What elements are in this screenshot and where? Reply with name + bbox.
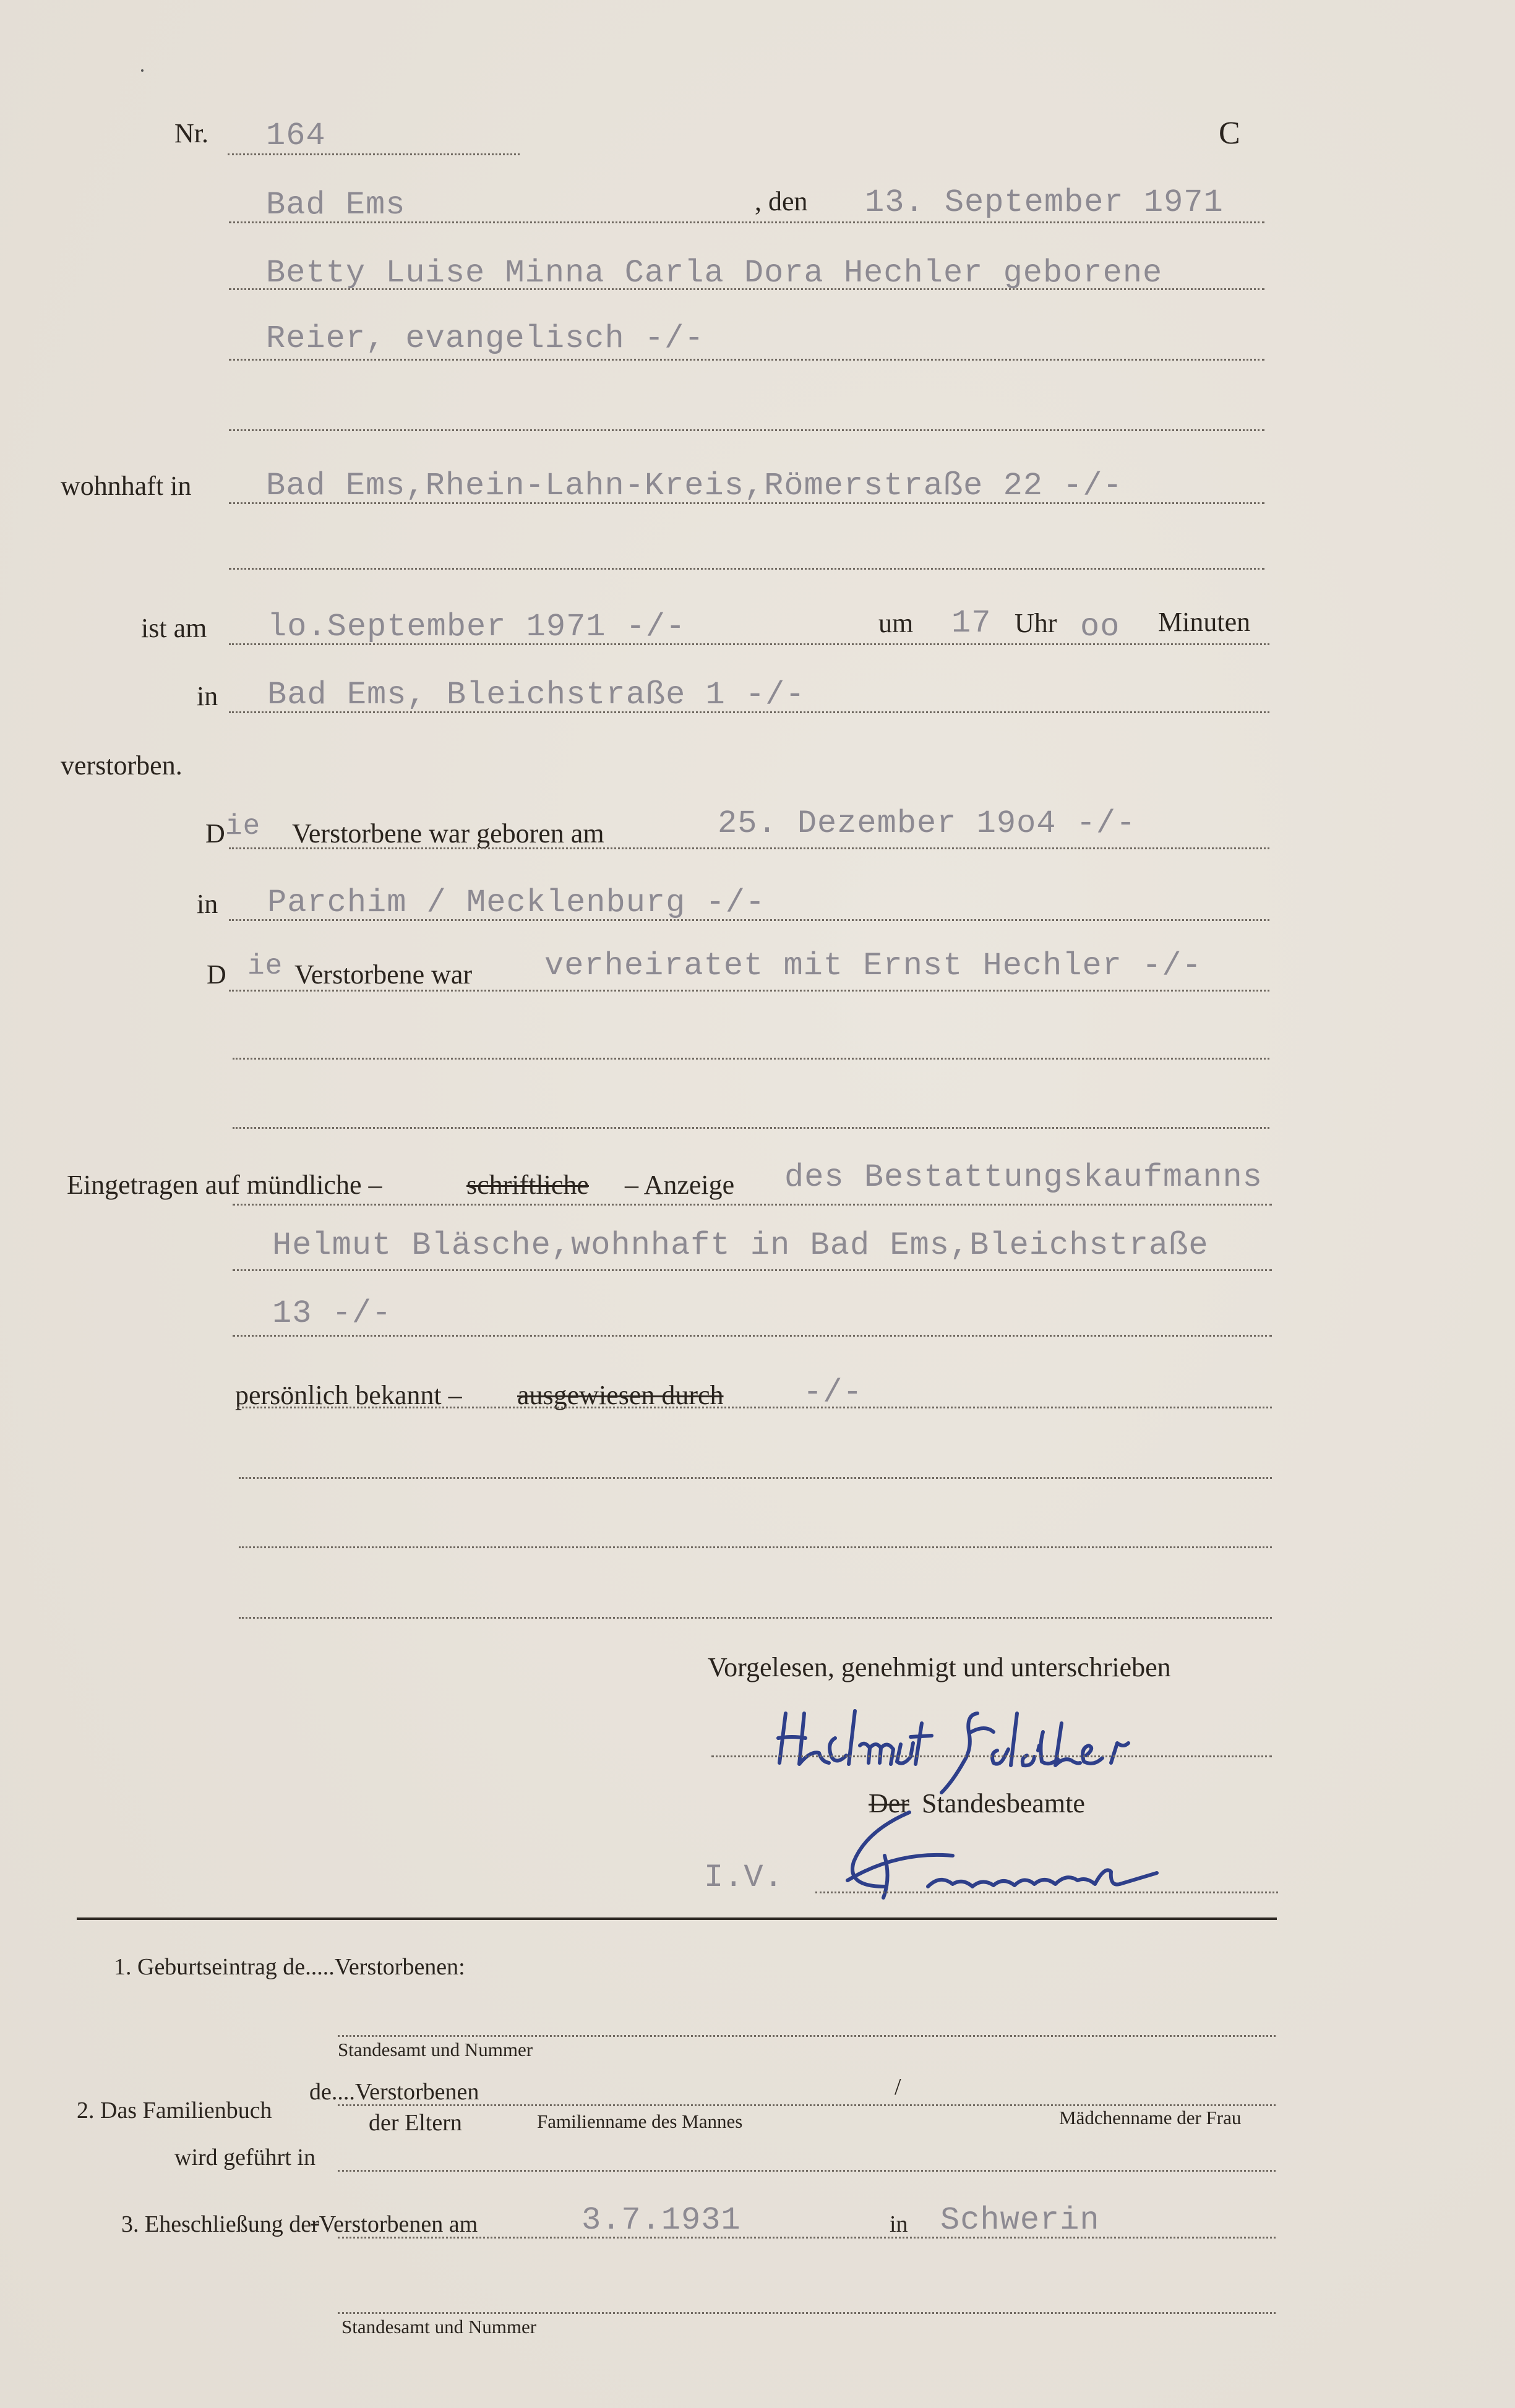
death-place-value: Bad Ems, Bleichstraße 1 -/- (267, 677, 805, 713)
birth-date-value: 25. Dezember 19o4 -/- (718, 805, 1136, 842)
blank-underline-6 (239, 1546, 1272, 1548)
verstorben-label: verstorben. (61, 750, 182, 781)
schriftliche-struck: schriftliche (466, 1170, 589, 1200)
item2-verstorbenen: Verstorbenen (354, 2079, 479, 2105)
informant-line-1: des Bestattungskaufmanns (784, 1159, 1263, 1196)
standesamt-nummer-1: Standesamt und Nummer (338, 2039, 533, 2060)
wohnhaft-label: wohnhaft in (61, 471, 192, 501)
item2-de-text: de (309, 2079, 332, 2105)
item1-suffix: Verstorbenen: (334, 1954, 465, 1980)
blank-underline-2 (229, 568, 1264, 570)
informant-line-2: Helmut Bläsche,wohnhaft in Bad Ems,Bleichstraße (272, 1227, 1209, 1264)
ist-am-label: ist am (141, 613, 207, 643)
informant-underline-2 (233, 1269, 1272, 1271)
registrar-signature (810, 1794, 1206, 1917)
item3-label (121, 2211, 478, 2238)
um-label: um (878, 608, 914, 638)
blank-underline-1 (229, 429, 1264, 431)
bekannt-underline (238, 1407, 1272, 1408)
wird-gefuehrt-label: wird geführt in (174, 2144, 315, 2170)
nr-value: 164 (266, 118, 326, 154)
item2-der-eltern: der Eltern (369, 2110, 462, 2136)
vorgelesen-label: Vorgelesen, genehmigt und unterschrieben (708, 1652, 1171, 1682)
bekannt-label: persönlich bekannt – (235, 1380, 462, 1410)
iv-label: I.V. (704, 1859, 784, 1896)
den-label: , den (755, 186, 808, 216)
item1-label (114, 1953, 465, 1981)
uhr-label: Uhr (1015, 608, 1057, 638)
familienname-label: Familienname des Mannes (537, 2110, 743, 2132)
item2-dots: .... (331, 2079, 355, 2105)
birth-in-label: in (197, 889, 218, 919)
marital-underline (229, 990, 1269, 992)
hour-value: 17 (951, 605, 992, 641)
date-value: 13. September 1971 (865, 184, 1224, 221)
maedchenname-label: Mädchenname der Frau (1059, 2107, 1242, 2128)
item3-standesamt-underline (338, 2312, 1276, 2314)
standesbeamte-label: Standesbeamte (922, 1788, 1085, 1819)
name-line-2: Reier, evangelisch -/- (266, 320, 705, 357)
blank-underline-4 (233, 1127, 1269, 1129)
standesamt-nummer-2: Standesamt und Nummer (341, 2316, 537, 2337)
item3-label-text: 3. Eheschließung de (121, 2211, 312, 2237)
residence-value: Bad Ems,Rhein-Lahn-Kreis,Römerstraße 22 -/- (266, 468, 1123, 504)
ausgewiesen-struck: ausgewiesen durch (517, 1380, 724, 1410)
marital-status-value: verheiratet mit Ernst Hechler -/- (544, 948, 1202, 984)
minutes-value: oo (1080, 609, 1120, 645)
place-value: Bad Ems (266, 187, 406, 223)
der-struck: Der (869, 1788, 909, 1819)
item1-dots: ..... (305, 1954, 335, 1980)
birth-date-underline (229, 847, 1269, 849)
marriage-date-value: 3.7.1931 (582, 2202, 741, 2239)
birth-place-value: Parchim / Mecklenburg -/- (267, 885, 766, 921)
eingetragen-label: Eingetragen auf mündliche – (67, 1170, 382, 1200)
marriage-place-value: Schwerin (940, 2202, 1100, 2239)
wird-gefuehrt-underline (338, 2170, 1276, 2172)
blank-underline-3 (233, 1058, 1269, 1060)
nr-underline (228, 153, 520, 155)
item3-suffix: Verstorbenen am (319, 2211, 478, 2237)
item2-slash: / (895, 2074, 901, 2100)
item1-underline (338, 2035, 1276, 2037)
paper-speck (141, 69, 144, 72)
residence-underline (229, 502, 1264, 504)
name-underline-1 (229, 288, 1264, 290)
death-date-underline (229, 643, 1269, 645)
item3-overtyped: r (311, 2211, 319, 2237)
marital-prefix-typed: ie (247, 950, 283, 982)
name-underline-2 (229, 359, 1264, 361)
item3-in-label: in (890, 2211, 908, 2237)
marital-prefix-printed: D (207, 959, 226, 990)
informant-line-3: 13 -/- (272, 1295, 392, 1332)
place-date-underline (229, 221, 1264, 223)
informant-signature-underline (711, 1755, 1272, 1757)
item2-label: 2. Das Familienbuch (77, 2097, 272, 2123)
informant-signature (767, 1689, 1163, 1800)
series-letter: C (1219, 116, 1240, 151)
birth-place-underline (229, 919, 1269, 921)
item3-underline (338, 2237, 1276, 2239)
section-separator (77, 1917, 1277, 1920)
birth-label: Verstorbene war geboren am (292, 818, 604, 849)
death-in-label: in (197, 681, 218, 711)
birth-prefix-typed: ie (225, 810, 261, 842)
informant-underline-1 (233, 1204, 1272, 1206)
name-line-1: Betty Luise Minna Carla Dora Hechler geborene (266, 255, 1163, 291)
minuten-label: Minuten (1158, 607, 1251, 637)
birth-prefix-printed: D (205, 818, 225, 849)
item1-label-text: 1. Geburtseintrag de (114, 1954, 306, 1980)
anzeige-label: – Anzeige (625, 1170, 735, 1200)
informant-underline-3 (233, 1335, 1272, 1337)
marital-label: Verstorbene war (294, 959, 473, 990)
nr-label: Nr. (174, 118, 208, 148)
death-place-underline (229, 711, 1269, 713)
item2-underline (338, 2104, 1276, 2106)
death-date-value: lo.September 1971 -/- (267, 609, 686, 645)
blank-underline-7 (239, 1617, 1272, 1619)
blank-underline-5 (239, 1477, 1272, 1479)
registrar-signature-underline (815, 1892, 1278, 1893)
bekannt-value: -/- (803, 1374, 863, 1411)
item2-de (309, 2078, 479, 2106)
